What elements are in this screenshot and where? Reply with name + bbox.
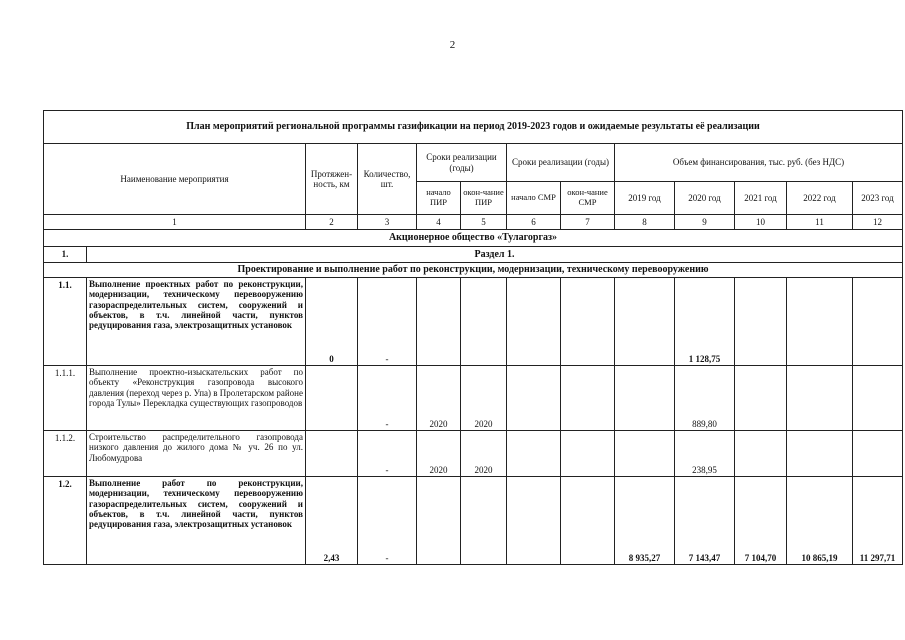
row-smr-start: [507, 477, 561, 565]
column-number: 11: [787, 215, 853, 230]
row-2020: 7 143,47: [675, 477, 735, 565]
row-quantity: -: [358, 431, 417, 477]
row-smr-start: [507, 431, 561, 477]
header-length: Протяжен-ность, км: [306, 144, 358, 215]
row-length: 0: [306, 278, 358, 366]
gasification-plan-table: [43, 110, 903, 565]
table-row: [44, 278, 903, 366]
row-2022: [787, 278, 853, 366]
header-pir-period: Сроки реализации (годы): [417, 144, 507, 182]
column-number: 3: [358, 215, 417, 230]
row-2022: [787, 366, 853, 431]
row-smr-end: [561, 431, 615, 477]
row-2019: [615, 278, 675, 366]
row-name: Выполнение проектных работ по реконструкции, модернизации, техническому перевооружению газораспределительных систем, сооружений и объектов, в т.ч. линейной части, пунктов редуцирования газа, электрозащитных установок: [87, 278, 306, 366]
column-number: 10: [735, 215, 787, 230]
section-code: 1.: [44, 247, 87, 263]
table-title: План мероприятий региональной программы газификации на период 2019-2023 годов и ожидаемые результаты её реализации: [44, 111, 903, 144]
row-2023: 11 297,71: [853, 477, 903, 565]
company-name: Акционерное общество «Тулагоргаз»: [44, 230, 903, 247]
section-title: Раздел 1.: [87, 247, 903, 263]
row-name: Строительство распределительного газопровода низкого давления до жилого дома № уч. 26 по ул. Любомудрова: [87, 431, 306, 477]
row-pir-end: [461, 477, 507, 565]
header-financing: Объем финансирования, тыс. руб. (без НДС): [615, 144, 903, 182]
column-number: 2: [306, 215, 358, 230]
row-smr-start: [507, 278, 561, 366]
row-name: Выполнение работ по реконструкции, модернизации, техническому перевооружению газораспределительных систем, сооружений и объектов, в т.ч. линейной части, пунктов редуцирования газа, электрозащитных установок: [87, 477, 306, 565]
header-smr-end: окон-чание СМР: [561, 182, 615, 215]
row-2021: [735, 431, 787, 477]
table-row: [44, 431, 903, 477]
row-smr-end: [561, 477, 615, 565]
row-pir-start: [417, 278, 461, 366]
row-2021: [735, 278, 787, 366]
row-code: 1.1.: [44, 278, 87, 366]
column-number: 8: [615, 215, 675, 230]
row-pir-end: 2020: [461, 366, 507, 431]
row-name: Выполнение проектно-изыскательских работ по объекту «Реконструкция газопровода высокого давления (переход через р. Упа) в Пролетарском районе города Тулы» Перекладка существующих газопроводов: [87, 366, 306, 431]
row-smr-start: [507, 366, 561, 431]
row-length: [306, 431, 358, 477]
header-name: Наименование мероприятия: [44, 144, 306, 215]
column-number: 4: [417, 215, 461, 230]
row-pir-end: [461, 278, 507, 366]
row-smr-end: [561, 278, 615, 366]
column-number: 12: [853, 215, 903, 230]
row-pir-start: 2020: [417, 366, 461, 431]
row-code: 1.2.: [44, 477, 87, 565]
column-number: 9: [675, 215, 735, 230]
column-number: 5: [461, 215, 507, 230]
row-pir-start: [417, 477, 461, 565]
header-pir-start: начало ПИР: [417, 182, 461, 215]
column-number: 1: [44, 215, 306, 230]
row-length: 2,43: [306, 477, 358, 565]
header-smr-start: начало СМР: [507, 182, 561, 215]
row-length: [306, 366, 358, 431]
row-2021: 7 104,70: [735, 477, 787, 565]
row-2022: 10 865,19: [787, 477, 853, 565]
row-quantity: -: [358, 366, 417, 431]
row-quantity: -: [358, 477, 417, 565]
row-2023: [853, 431, 903, 477]
header-year-2023: 2023 год: [853, 182, 903, 215]
header-year-2022: 2022 год: [787, 182, 853, 215]
row-smr-end: [561, 366, 615, 431]
row-2023: [853, 278, 903, 366]
header-year-2019: 2019 год: [615, 182, 675, 215]
row-2020: 238,95: [675, 431, 735, 477]
row-code: 1.1.2.: [44, 431, 87, 477]
row-pir-end: 2020: [461, 431, 507, 477]
table-row: [44, 366, 903, 431]
row-pir-start: 2020: [417, 431, 461, 477]
row-2021: [735, 366, 787, 431]
row-2022: [787, 431, 853, 477]
row-2023: [853, 366, 903, 431]
table-row: [44, 477, 903, 565]
row-code: 1.1.1.: [44, 366, 87, 431]
header-pir-end: окон-чание ПИР: [461, 182, 507, 215]
header-year-2021: 2021 год: [735, 182, 787, 215]
header-quantity: Количество, шт.: [358, 144, 417, 215]
row-2019: 8 935,27: [615, 477, 675, 565]
column-number: 7: [561, 215, 615, 230]
row-2019: [615, 366, 675, 431]
section-subtitle: Проектирование и выполнение работ по реконструкции, модернизации, техническому перевооружению: [44, 263, 903, 278]
page-number: 2: [449, 39, 456, 51]
column-number: 6: [507, 215, 561, 230]
row-2020: 889,80: [675, 366, 735, 431]
row-quantity: -: [358, 278, 417, 366]
row-2019: [615, 431, 675, 477]
header-smr-period: Сроки реализации (годы): [507, 144, 615, 182]
header-year-2020: 2020 год: [675, 182, 735, 215]
row-2020: 1 128,75: [675, 278, 735, 366]
